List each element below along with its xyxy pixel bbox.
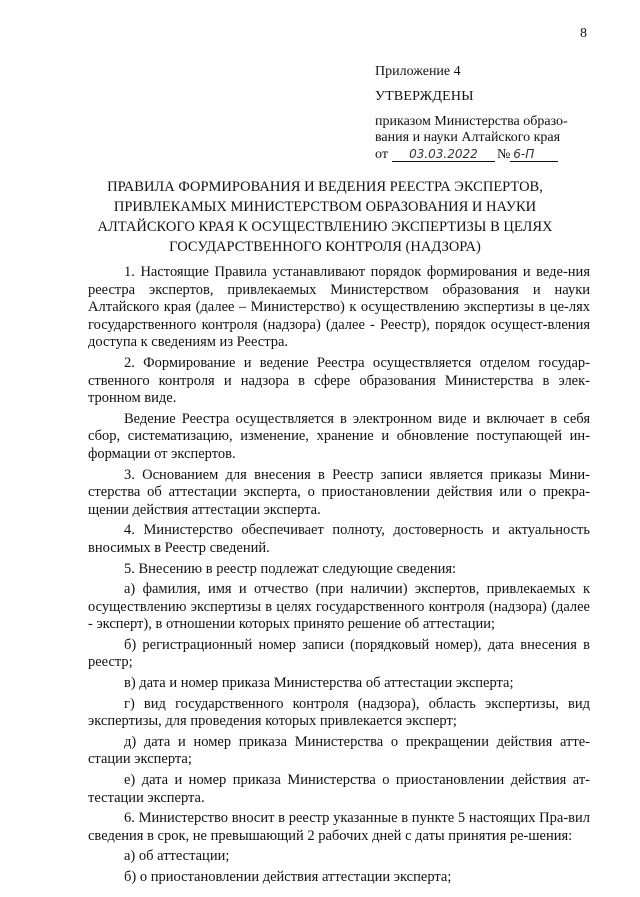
document-title [70,177,580,257]
approved-label: УТВЕРЖДЕНЫ [375,89,474,104]
page-number: 8 [580,26,587,41]
paragraph: в) дата и номер приказа Министерства об аттестации эксперта; [124,675,514,692]
date-prefix: от [375,147,388,162]
document-body [88,264,590,890]
appendix-label: Приложение 4 [375,64,461,79]
order-date-number [375,147,558,163]
paragraph: е) дата и номер приказа Министерства о приостановлении действия ат-тестации эксперта. [88,772,590,806]
title-line: АЛТАЙСКОГО КРАЯ К ОСУЩЕСТВЛЕНИЮ ЭКСПЕРТИЗЫ В ЦЕЛЯХ [97,219,553,235]
paragraph: б) регистрационный номер записи (порядковый номер), дата внесения в реестр; [88,636,590,671]
paragraph: г) вид государственного контроля (надзора), область экспертизы, вид экспертизы, для проведения которых привлекается эксперт; [88,695,590,730]
paragraph: 4. Министерство обеспечивает полноту, достоверность и актуальность вносимых в Реестр сведений. [88,522,590,556]
paragraph: а) фамилия, имя и отчество (при наличии) экспертов, привлекаемых к осуществлению экспертизы в целях государственного контроля (надзора) (далее - эксперт), в отношении которых принято решение об аттестации; [88,581,590,633]
order-line-2: вания и науки Алтайского края [375,130,561,145]
paragraph: 6. Министерство вносит в реестр указанные в пункте 5 настоящих Пра-вил сведения в срок, не превышающий 2 рабочих дней с даты принятия ре-шения: [88,810,590,844]
paragraph: б) о приостановлении действия аттестации эксперта; [124,869,452,885]
paragraph: 1. Настоящие Правила устанавливают порядок формирования и веде-ния реестра экспертов, привлекаемых Министерством образования и науки Алтайского края (далее – Министерство) к осуществлению экспертизы в це-лях государственного контроля (надзора) (далее - Реестр), порядок осущест-вления доступа к сведениям из Реестра. [88,264,590,351]
order-line-1: приказом Министерства образо- [375,114,568,129]
order-reference [375,114,605,146]
handwritten-date: 03.03.2022 [392,147,495,162]
paragraph: 5. Внесению в реестр подлежат следующие сведения: [124,560,457,577]
title-line: ПРИВЛЕКАМЫХ МИНИСТЕРСТВОМ ОБРАЗОВАНИЯ И НАУКИ [113,199,537,215]
number-prefix: № [496,147,511,162]
paragraph: Ведение Реестра осуществляется в электронном виде и включает в себя сбор, систематизацию, изменение, хранение и обновление поступающей ин-формации от экспертов. [88,410,590,462]
title-line: ГОСУДАРСТВЕННОГО КОНТРОЛЯ (НАДЗОРА) [169,239,481,255]
title-line: ПРАВИЛА ФОРМИРОВАНИЯ И ВЕДЕНИЯ РЕЕСТРА ЭКСПЕРТОВ, [107,179,543,195]
paragraph: д) дата и номер приказа Министерства о прекращении действия атте-стации эксперта; [88,733,590,768]
paragraph: 3. Основанием для внесения в Реестр записи является приказы Мини-стерства об аттестации эксперта, о приостановлении действия или о прекра-щении действия аттестации эксперта. [88,466,590,518]
paragraph: 2. Формирование и ведение Реестра осуществляется отделом государ-ственного контроля и надзора в сфере образования Министерства в элек-тронном виде. [88,354,590,407]
handwritten-number: 6-П [510,147,558,162]
paragraph: а) об аттестации; [124,848,230,865]
